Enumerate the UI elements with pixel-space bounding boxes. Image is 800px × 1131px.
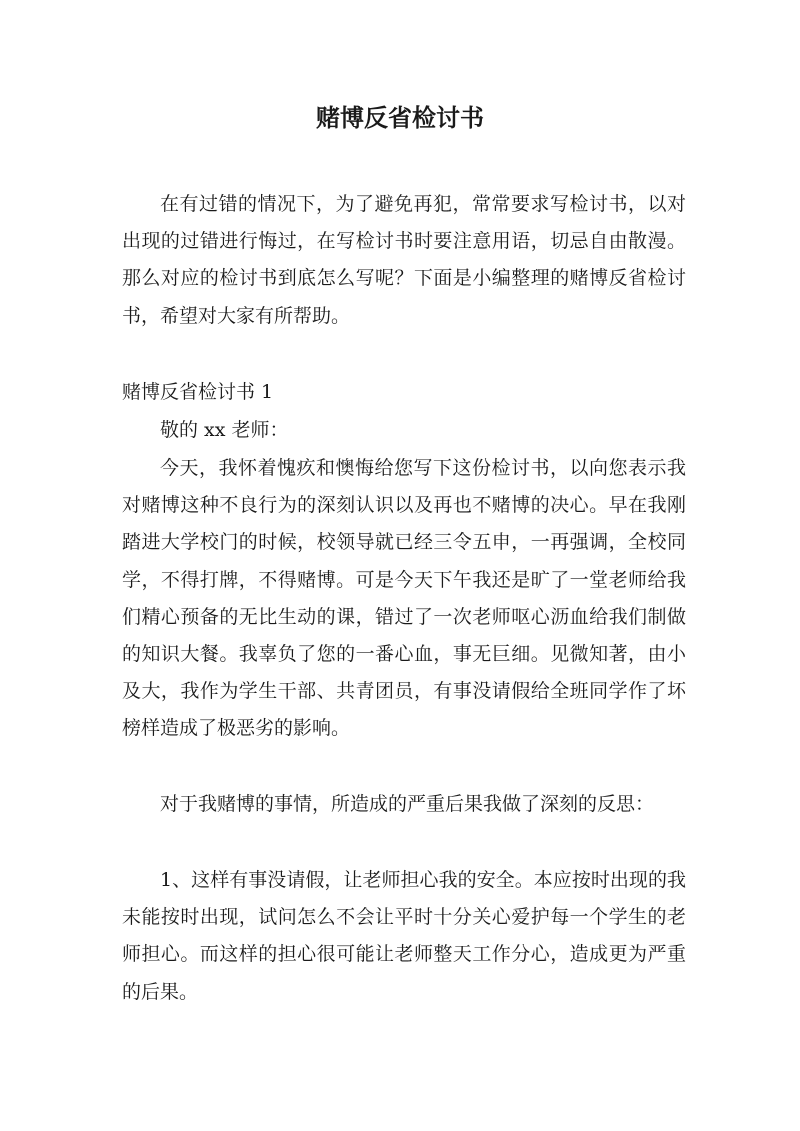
body-paragraph: 对于我赌博的事情，所造成的严重后果我做了深刻的反思： [160, 793, 655, 815]
body-paragraph: 今天，我怀着愧疚和懊悔给您写下这份检讨书，以向您表示我对赌博这种不良行为的深刻认识以及再也不赌博的决心。早在我刚踏进大学校门的时候，校领导就已经三令五申，一再强调，全校同学，不得打牌，不得赌博。可是今天下午我还是旷了一堂老师给我们精心预备的无比生动的课，错过了一次老师呕心沥血给我们制做的知识大餐。我辜负了您的一番心血，事无巨细。见微知著，由小及大，我作为学生干部、共青团员，有事没请假给全班同学作了坏榜样造成了极恶劣的影响。 [122, 457, 686, 740]
body-paragraph: 1、这样有事没请假，让老师担心我的安全。本应按时出现的我未能按时出现，试问怎么不会让平时十分关心爱护每一个学生的老师担心。而这样的担心很可能让老师整天工作分心，造成更为严重的后果。 [122, 869, 686, 1003]
document-title: 赌博反省检讨书 [316, 104, 484, 132]
section-heading: 赌博反省检讨书 1 [122, 381, 274, 403]
intro-paragraph: 在有过错的情况下，为了避免再犯，常常要求写检讨书，以对出现的过错进行悔过，在写检讨书时要注意用语，切忌自由散漫。那么对应的检讨书到底怎么写呢？下面是小编整理的赌博反省检讨书，希望对大家有所帮助。 [122, 193, 686, 327]
salutation: 敬的 xx 老师： [160, 419, 289, 441]
